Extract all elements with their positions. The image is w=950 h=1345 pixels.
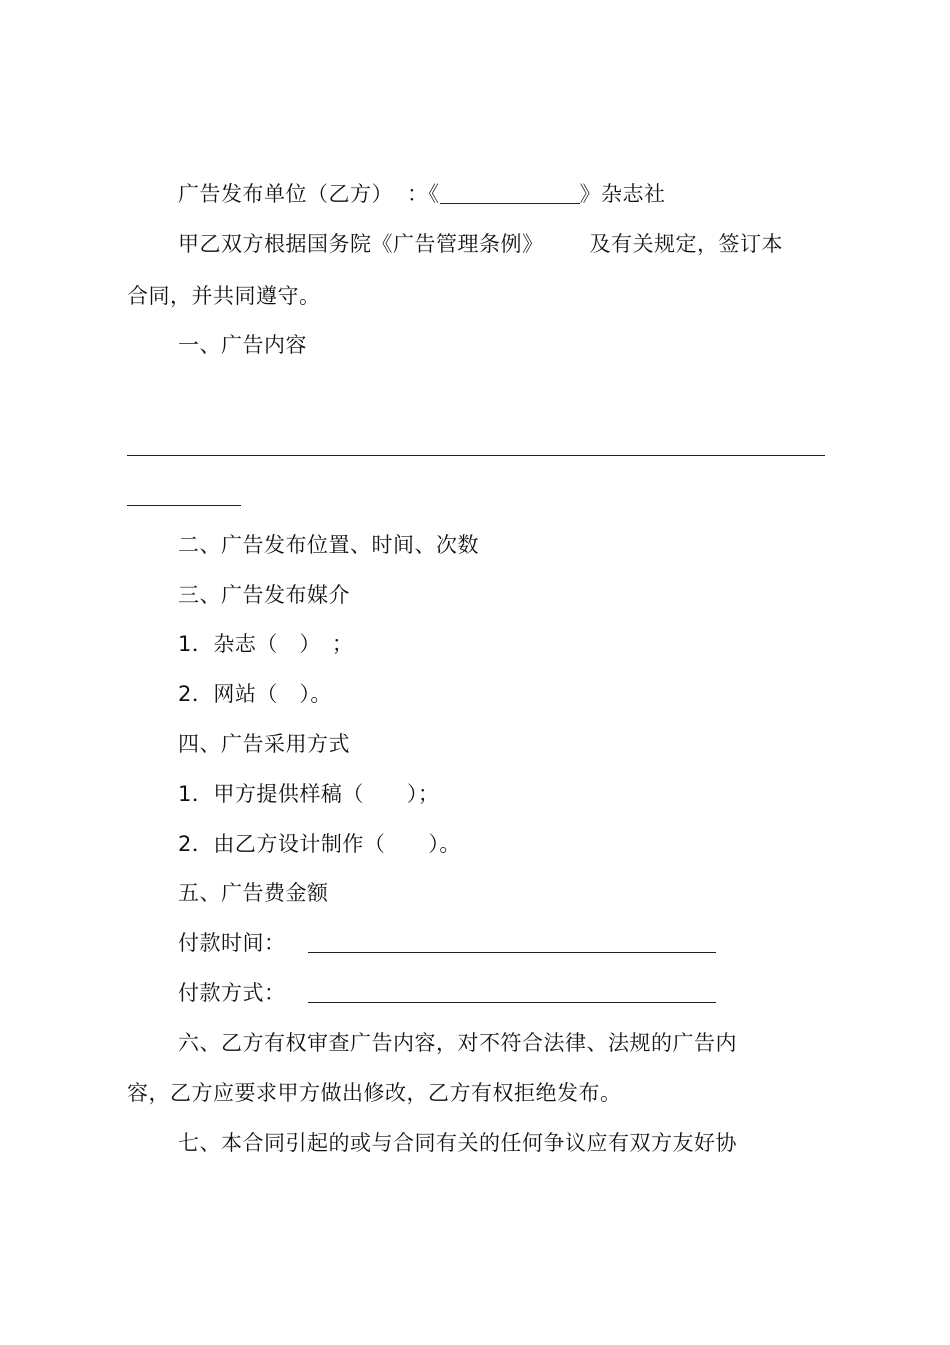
section-5-heading: 五、广告费金额	[178, 881, 329, 905]
ad-content-blank-line[interactable]	[127, 455, 825, 456]
media-magazine-item: 1．杂志（ ） ；	[178, 632, 354, 656]
payment-method-label: 付款方式：	[178, 981, 286, 1005]
payment-time-blank[interactable]	[308, 932, 716, 953]
section-7-line-1: 七、本合同引起的或与合同有关的任何争议应有双方友好协	[178, 1131, 737, 1155]
publisher-line	[178, 180, 666, 208]
intro-part-2: 及有关规定，签订本	[589, 232, 783, 256]
section-6-line-1: 六、乙方有权审查广告内容，对不符合法律、法规的广告内	[178, 1031, 737, 1055]
payment-method-line	[178, 979, 716, 1007]
payment-time-line	[178, 929, 716, 957]
method-design-item: 2．由乙方设计制作（ ）。	[178, 832, 461, 856]
intro-line-1	[178, 230, 783, 258]
payment-method-blank[interactable]	[308, 982, 716, 1003]
publisher-suffix: 》杂志社	[579, 182, 666, 206]
section-6-line-2: 容，乙方应要求甲方做出修改，乙方有权拒绝发布。	[127, 1081, 622, 1105]
media-website-item: 2．网站（ ）。	[178, 682, 332, 706]
magazine-name-blank[interactable]	[440, 183, 580, 204]
section-1-heading: 一、广告内容	[178, 333, 307, 357]
payment-time-label: 付款时间：	[178, 931, 286, 955]
section-2-heading: 二、广告发布位置、时间、次数	[178, 533, 479, 557]
publisher-label: 广告发布单位（乙方）	[178, 182, 393, 206]
section-3-heading: 三、广告发布媒介	[178, 583, 350, 607]
method-sample-item: 1．甲方提供样稿（ ）；	[178, 782, 440, 806]
ad-content-blank-line-2[interactable]	[127, 505, 241, 506]
intro-line-2: 合同，并共同遵守。	[127, 284, 321, 308]
intro-part-1: 甲乙双方根据国务院《广告管理条例》	[178, 232, 544, 256]
publisher-colon: ：《	[407, 182, 440, 206]
section-4-heading: 四、广告采用方式	[178, 732, 350, 756]
